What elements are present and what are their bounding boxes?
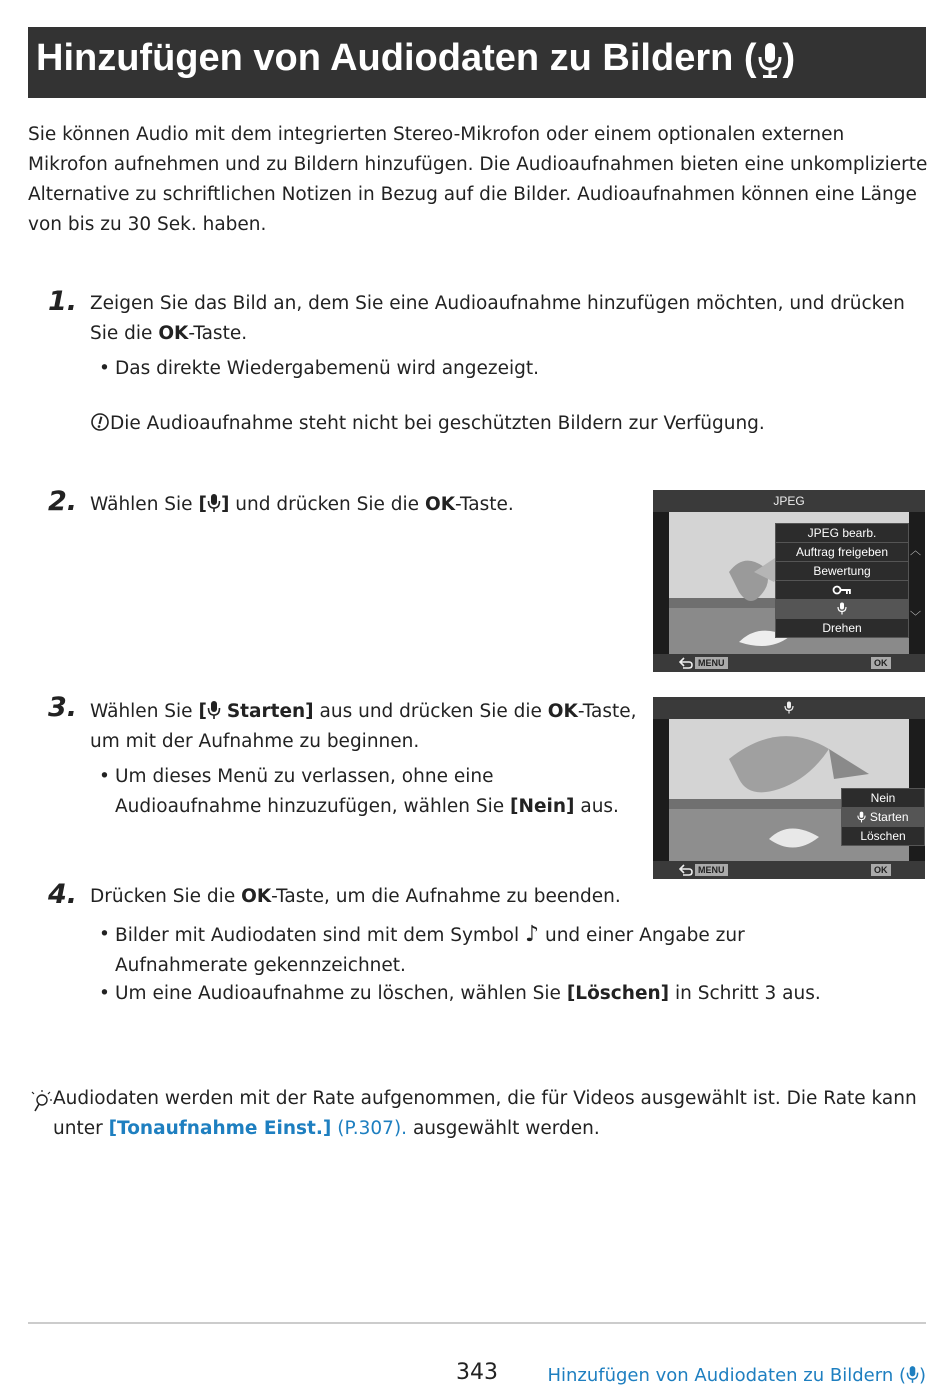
menu-button-badge: MENU	[695, 657, 728, 669]
footer-chapter-link[interactable]: Hinzufügen von Audiodaten zu Bildern ( )	[547, 1365, 926, 1386]
microphone-icon	[757, 40, 783, 80]
step-3-bullet: • Um dieses Menü zu verlassen, ohne eine Audioaufnahme hinzuzufügen, wählen Sie [Nein] aus.	[115, 762, 635, 822]
ok-button-badge: OK	[871, 657, 891, 669]
camera-screen-audio-menu	[653, 697, 925, 879]
footer-divider	[28, 1322, 926, 1324]
tip-icon	[30, 1090, 52, 1114]
back-arrow-icon	[679, 864, 693, 876]
step-2-text: Wählen Sie [ ] und drücken Sie die OK-Taste.	[90, 494, 514, 515]
title-bar	[28, 27, 926, 98]
menu-item-rating[interactable]: Bewertung	[776, 562, 908, 581]
back-arrow-icon	[679, 657, 693, 669]
step-4-bullet-2: • Um eine Audioaufnahme zu löschen, wählen Sie [Löschen] in Schritt 3 aus.	[115, 979, 821, 1009]
audio-menu	[841, 788, 925, 846]
microphone-icon	[207, 493, 221, 513]
menu-item-delete[interactable]: Löschen	[860, 829, 906, 843]
step-number-3: 3.	[48, 692, 78, 723]
microphone-icon	[857, 811, 866, 823]
link-page-ref[interactable]: (P.307).	[337, 1118, 408, 1139]
screen-header	[653, 697, 925, 719]
step-number-2: 2.	[48, 486, 78, 517]
step-1-bullet: • Das direkte Wiedergabemenü wird angezeigt.	[115, 354, 539, 384]
page-number: 343	[456, 1360, 498, 1385]
menu-item-jpeg-edit[interactable]: JPEG bearb.	[776, 524, 908, 543]
microphone-icon	[207, 700, 221, 720]
microphone-icon	[906, 1365, 919, 1384]
step-1-text: Zeigen Sie das Bild an, dem Sie eine Audioaufnahme hinzufügen möchten, und drücken Sie die OK-Taste.	[90, 293, 905, 344]
microphone-icon	[784, 701, 794, 714]
scroll-down-icon[interactable]: ﹀	[910, 610, 921, 623]
step-4-text: Drücken Sie die OK-Taste, um die Aufnahme zu beenden.	[90, 886, 621, 907]
step-3-text: Wählen Sie [ Starten] aus und drücken Sie die OK-Taste, um mit der Aufnahme zu beginnen.	[90, 701, 637, 752]
key-icon	[832, 585, 852, 595]
step-number-4: 4.	[48, 879, 78, 910]
page-title: Hinzufügen von Audiodaten zu Bildern ( )	[36, 37, 796, 79]
screen-header: JPEG	[653, 490, 925, 512]
scroll-up-icon[interactable]: ︿	[910, 544, 921, 557]
menu-button-badge: MENU	[695, 864, 728, 876]
menu-item-rotate[interactable]: Drehen	[822, 621, 862, 635]
menu-item-share-order[interactable]: Auftrag freigeben	[776, 543, 908, 562]
camera-screen-playback-menu	[653, 490, 925, 672]
link-tonaufnahme[interactable]: [Tonaufnahme Einst.]	[108, 1118, 332, 1139]
playback-menu	[775, 523, 909, 638]
step-4-bullet-1: • Bilder mit Audiodaten sind mit dem Symbol ♪ und einer Angabe zur Aufnahmerate gekennzeichnet.	[115, 920, 875, 981]
screen-footer	[653, 861, 925, 879]
tip-paragraph: Audiodaten werden mit der Rate aufgenommen, die für Videos ausgewählt ist. Die Rate kann unter [Tonaufnahme Einst.] (P.307). ausgewählt werden.	[53, 1088, 917, 1139]
step-number-1: 1.	[48, 286, 78, 317]
menu-item-protect[interactable]	[776, 581, 908, 600]
menu-item-audio[interactable]	[776, 600, 908, 619]
screen-footer	[653, 654, 925, 672]
intro-paragraph: Sie können Audio mit dem integrierten Stereo-Mikrofon oder einem optionalen externen Mikrofon aufnehmen und zu Bildern hinzufügen. Die Audioaufnahmen bieten eine unkomplizierte Alternative zu schriftlichen Notizen in Bezug auf die Bilder. Audioaufnahmen können eine Länge von bis zu 30 Sek. haben.	[28, 124, 928, 235]
caution-icon	[90, 412, 110, 432]
music-note-icon: ♪	[525, 922, 540, 947]
ok-button-badge: OK	[871, 864, 891, 876]
microphone-icon	[837, 602, 847, 615]
menu-item-no[interactable]: Nein	[842, 789, 924, 808]
menu-item-start[interactable]: Starten	[842, 808, 924, 827]
step-1-note: Die Audioaufnahme steht nicht bei geschützten Bildern zur Verfügung.	[90, 409, 765, 439]
